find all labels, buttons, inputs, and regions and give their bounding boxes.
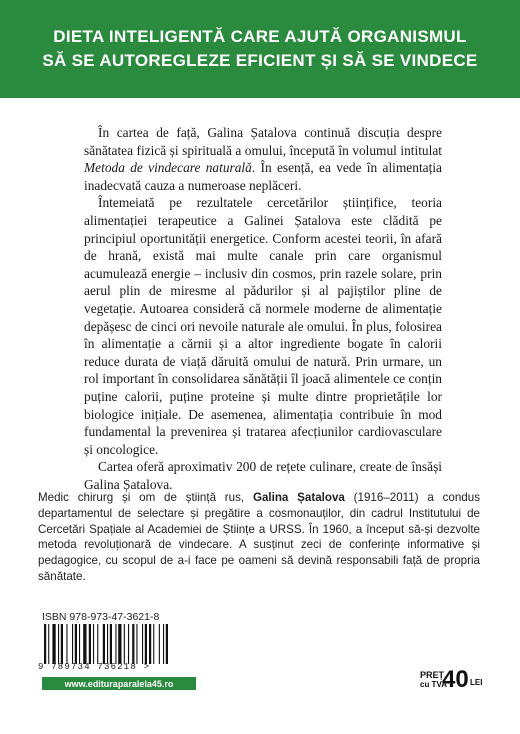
price-currency: LEI bbox=[470, 678, 483, 687]
barcode-icon bbox=[42, 624, 212, 664]
title-banner bbox=[0, 0, 520, 98]
paragraph-1-start: În cartea de față, Galina Șatalova continuă discuția despre sănătatea fizică și spirituală a omului, începută în volumul intitulat bbox=[84, 125, 442, 158]
price-value: 40 bbox=[442, 666, 469, 693]
paragraph-3: Cartea oferă aproximativ 200 de rețete culinare, create de însăși Galina Șatalova. bbox=[84, 459, 442, 492]
book-title-reference: Metoda de vindecare naturală bbox=[84, 160, 252, 176]
barcode-digits: 9 789734 736218 > bbox=[38, 662, 151, 672]
paragraph-2: Întemeiată pe rezultatele cercetărilor științifice, teoria alimentației terapeutice a Galinei Șatalova este clădită pe principiul oportunității energetice. Conform acestei teorii, în afară de hrană, există mai multe canale prin care organismul acumulează energie – inclusiv din cosmos, prin razele solare, prin aerul plin de miresme al pădurilor și al pajiștilor pline de vegetație. Autoarea consideră că normele moderne de alimentație depășesc de cinci ori nevoile naturale ale omului. În plus, folosirea în alimentație a cărnii și a altor ingrediente bogate în calorii reduce durata de viață dăruită omului de natură. Prin urmare, un rol important în consolidarea sănătății îl joacă alimentele ce conțin puține calorii, puține proteine și multe dintre proprietățile lor biologice inițiale. De asemenea, alimentația contribuie în mod fundamental la prevenirea și tratarea afecțiunilor cardiovasculare și oncologice. bbox=[84, 195, 442, 457]
banner-line-1: DIETA INTELIGENTĂ CARE AJUTĂ ORGANISMUL bbox=[53, 27, 467, 46]
banner-line-2: SĂ SE AUTOREGLEZE EFICIENT ȘI SĂ SE VINDECE bbox=[42, 51, 478, 70]
description-text bbox=[84, 124, 442, 493]
website-link[interactable]: www.edituraparalela45.ro bbox=[42, 677, 196, 690]
bio-end: (1916–2011) a condus departamentul de selectare și pregătire a cosmonauților, din cadrul Institutului de Cercetări Spațiale al Academiei de Științe a URSS. În 1960, a început să-și dezvolte metoda revoluționară de vindecare. A susținut zeci de conferințe informative și pedagogice, cu scopul de a-i face pe oameni să devină responsabili față de propria sănătate. bbox=[38, 491, 480, 583]
price-label: PREȚ bbox=[420, 670, 445, 680]
paragraph-1-end: . În esență, ea vede în alimentația inadecvată cauza a numeroase neplăceri. bbox=[84, 160, 442, 193]
paragraph-1 bbox=[84, 124, 442, 194]
author-bio bbox=[38, 490, 480, 585]
price-tag bbox=[420, 668, 482, 694]
price-vat-label: cu TVA bbox=[420, 680, 447, 689]
author-name: Galina Șatalova bbox=[252, 491, 345, 504]
isbn: ISBN 978-973-47-3621-8 bbox=[42, 611, 160, 623]
bio-start: Medic chirurg și om de știință rus, bbox=[38, 491, 253, 504]
